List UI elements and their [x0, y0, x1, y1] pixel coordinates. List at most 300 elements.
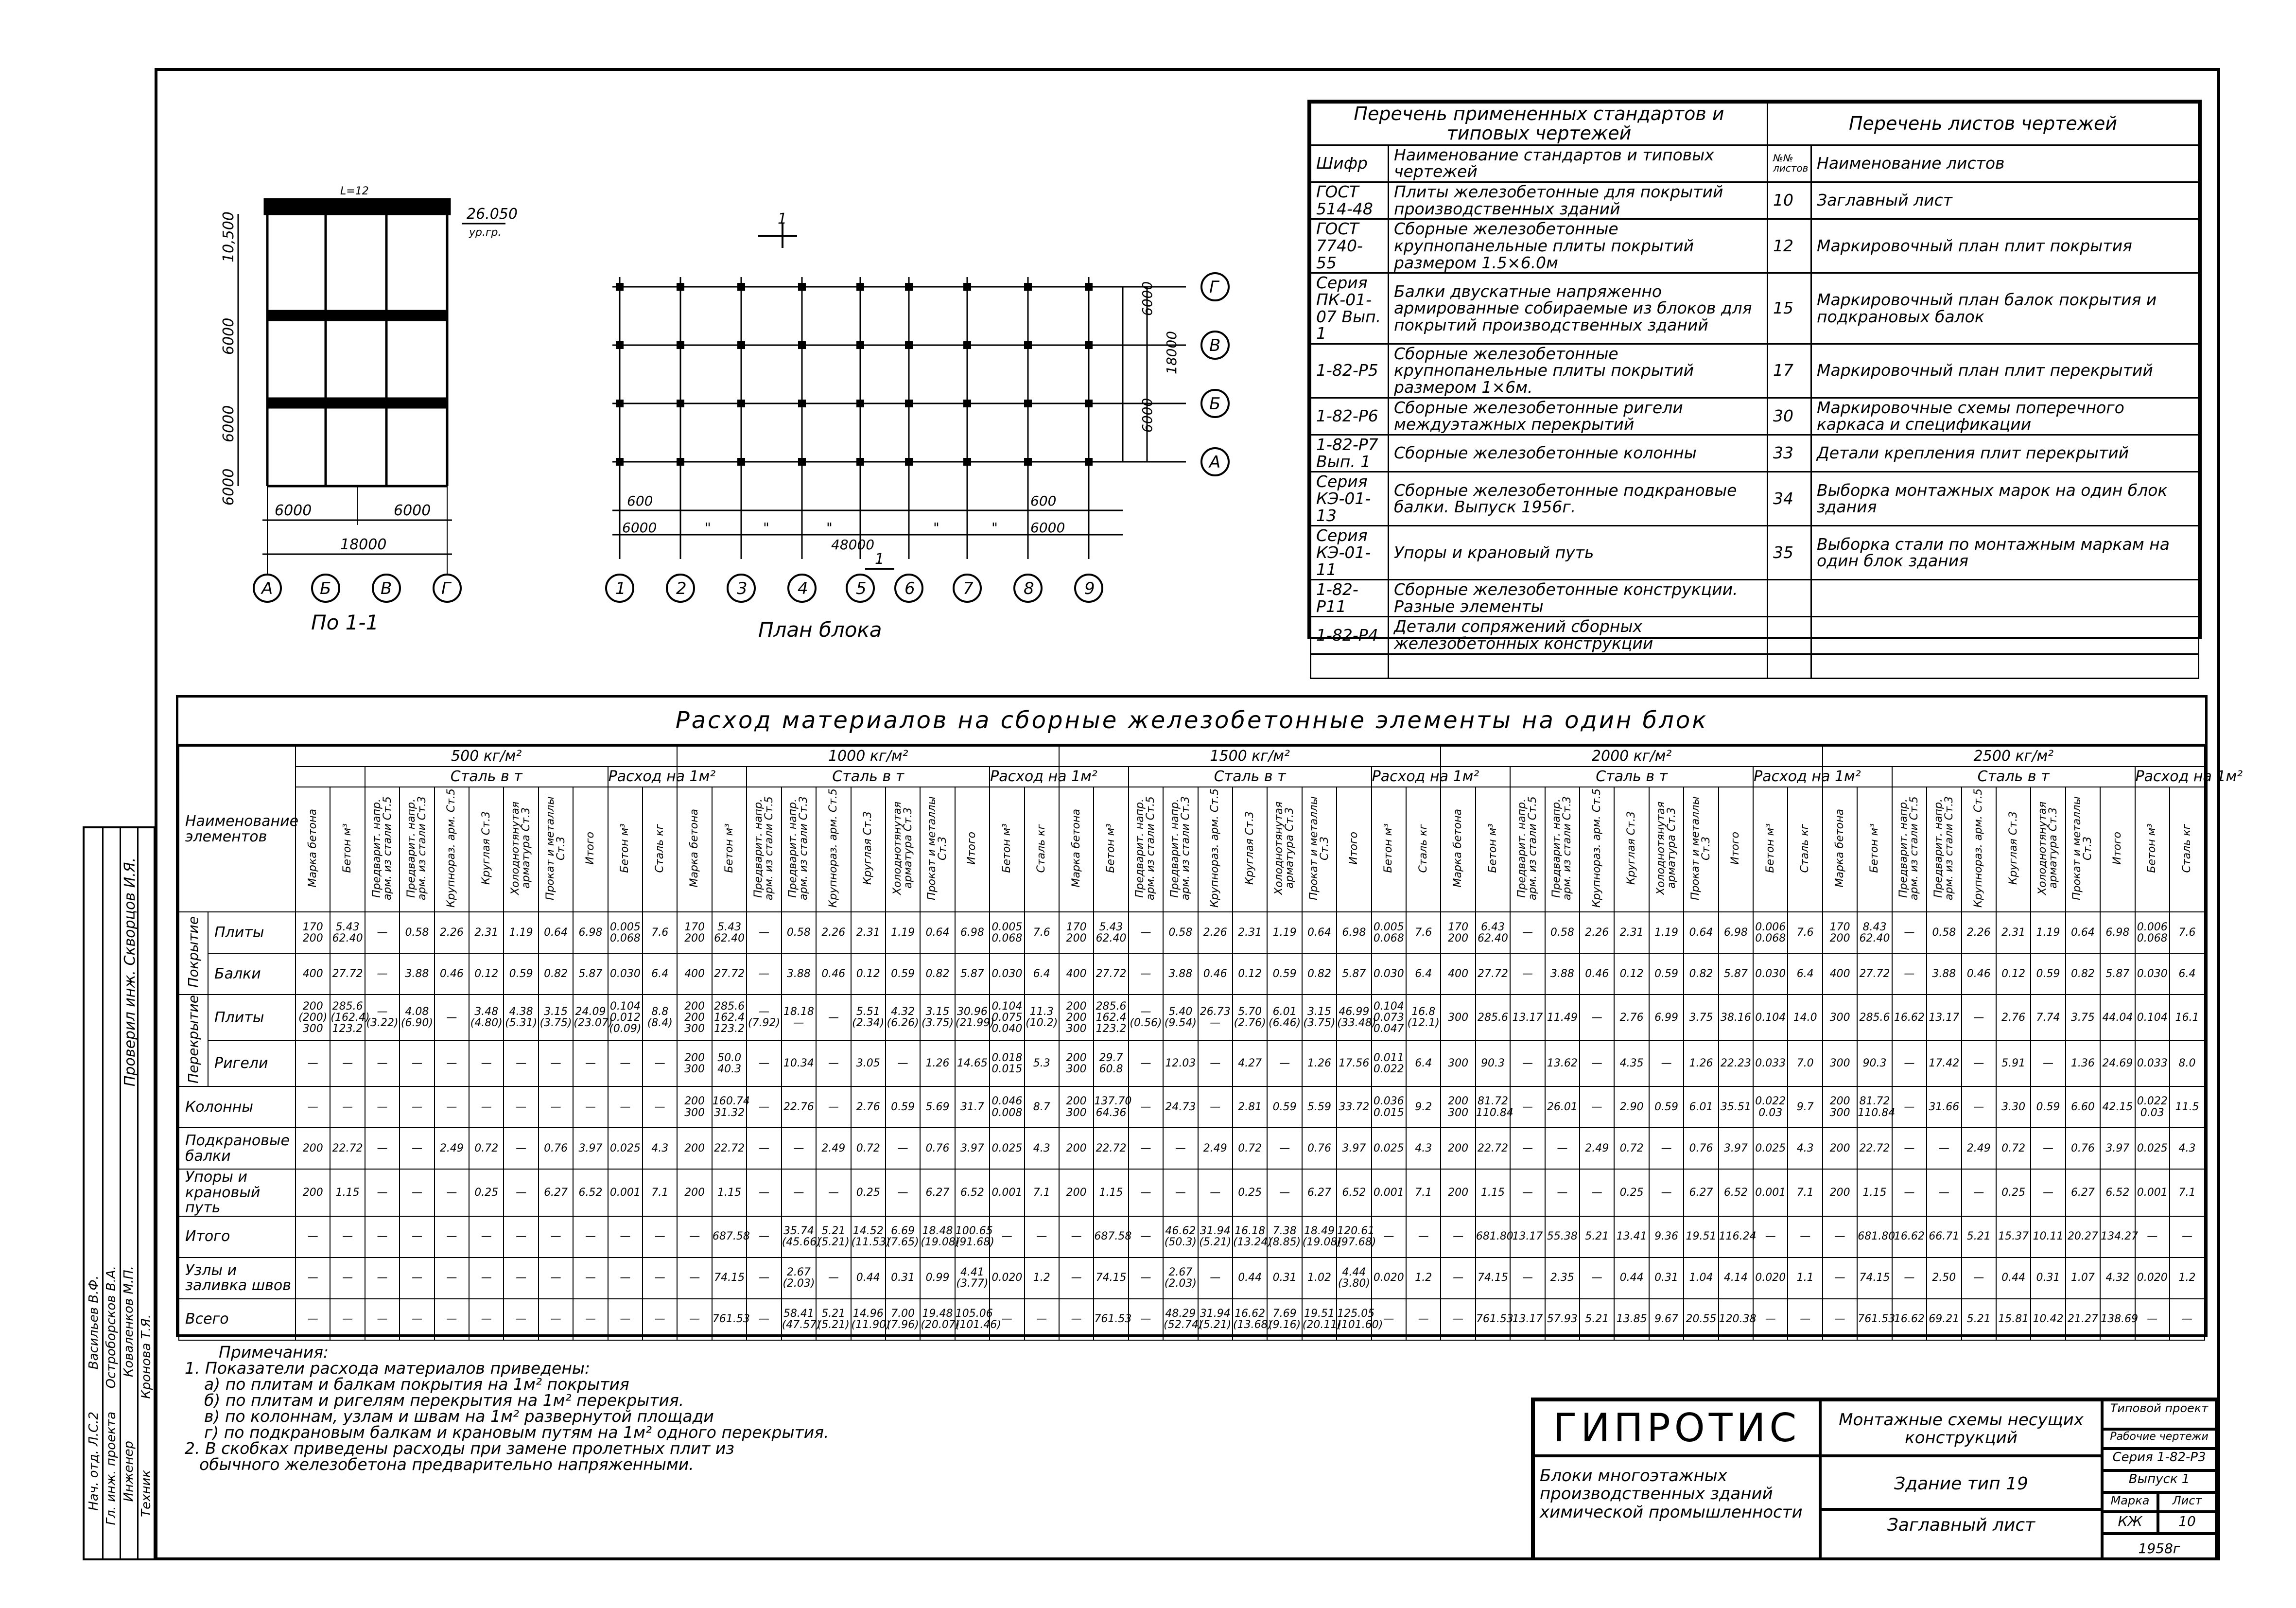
- cell: 19.48 (20.07): [920, 1299, 955, 1340]
- cell: —: [365, 1086, 400, 1128]
- subcol-header: Предварит. напр. арм. из стали Ст.3: [787, 796, 810, 900]
- cell: 2.31: [851, 912, 886, 953]
- cell: 17.42: [1927, 1041, 1961, 1086]
- subcol-header: Сталь кг: [1035, 823, 1048, 873]
- cell: 2.76: [1614, 995, 1649, 1040]
- cell: 55.38: [1545, 1216, 1580, 1258]
- col-axis-4: 4: [798, 579, 808, 598]
- subcol-header: Крупнораз. арм. Ст.5: [445, 788, 458, 908]
- cell: 44.04: [2100, 995, 2135, 1040]
- cell: 81.72 110.84: [1857, 1086, 1892, 1128]
- cell: 0.005 0.068: [608, 912, 643, 953]
- cell: —: [1962, 1041, 1996, 1086]
- cell: —: [1823, 1216, 1857, 1258]
- cell: 11.3 (10.2): [1025, 995, 1059, 1040]
- cell: 200: [677, 1169, 712, 1216]
- cell: 26.73 —: [1198, 995, 1233, 1040]
- cell: 1.2: [1406, 1258, 1441, 1299]
- cell: —: [330, 1041, 365, 1086]
- cell: 0.72: [469, 1128, 504, 1169]
- cell: 5.40 (9.54): [1163, 995, 1198, 1040]
- h-1: 6000: [220, 317, 237, 355]
- name: Кронова Т.Я.: [139, 1314, 154, 1399]
- cell: —: [504, 1258, 538, 1299]
- cell: 5.70 (2.76): [1233, 995, 1267, 1040]
- cell: —: [504, 1216, 538, 1258]
- cell: —: [400, 1299, 434, 1340]
- row-name: Плиты: [208, 995, 296, 1040]
- cell: —: [990, 1299, 1024, 1340]
- cell: 2.81: [1233, 1086, 1267, 1128]
- cell: —: [469, 1258, 504, 1299]
- cell: 3.88: [1927, 953, 1961, 995]
- cell: —: [469, 1041, 504, 1086]
- subcol-header: Круглая Ст.3: [1625, 811, 1638, 885]
- cell: 0.31: [1267, 1258, 1302, 1299]
- cell: 5.21: [1962, 1216, 1996, 1258]
- cell: —: [296, 1258, 330, 1299]
- cell: 27.72: [1476, 953, 1510, 995]
- cell: —: [747, 1169, 781, 1216]
- cell: 1.19: [1649, 912, 1684, 953]
- cell: —: [747, 1041, 781, 1086]
- cell: —: [296, 1299, 330, 1340]
- cell: —: [1163, 1128, 1198, 1169]
- cell: 7.74: [2031, 995, 2065, 1040]
- cell: —: [1892, 912, 1927, 953]
- name: Васильев В.Ф.: [87, 1276, 101, 1370]
- cell: —: [504, 1169, 538, 1216]
- cell: 5.69: [920, 1086, 955, 1128]
- subcol-header: Прокат и металлы Ст.3: [544, 796, 567, 900]
- cell: 90.3: [1476, 1041, 1510, 1086]
- section-drawing: [194, 170, 535, 637]
- ditto-5: ": [991, 520, 998, 536]
- cell: —: [2170, 1299, 2205, 1340]
- note-line: г) по подкрановым балкам и крановым путям на 1м² одного перекрытия.: [204, 1423, 829, 1442]
- cell: —: [747, 1128, 781, 1169]
- cell: —: [1372, 1216, 1406, 1258]
- cell: 0.025: [990, 1128, 1024, 1169]
- cell: 0.44: [1614, 1258, 1649, 1299]
- std-name: Сборные железобетонные подкрановые балки. Выпуск 1956г.: [1389, 472, 1768, 526]
- cell: —: [1198, 1169, 1233, 1216]
- cell: 0.030: [1753, 953, 1788, 995]
- cell: 120.61 (97.68): [1337, 1216, 1371, 1258]
- cell: 4.27: [1233, 1041, 1267, 1086]
- issue: Выпуск 1: [2102, 1470, 2216, 1492]
- cell: —: [1927, 1169, 1961, 1216]
- cell: 69.21: [1927, 1299, 1961, 1340]
- subcol-header: Холоднотянутая арматура Ст.3: [1654, 801, 1678, 895]
- rate-header: Расход на 1м²: [1372, 767, 1441, 787]
- cell: 13.41: [1614, 1216, 1649, 1258]
- cell: 2.49: [1962, 1128, 1996, 1169]
- project-name: Блоки многоэтажных производственных зданий химической промышленности: [1533, 1456, 1820, 1560]
- name: Остроборсков В.А.: [104, 1266, 119, 1389]
- cell: —: [1892, 953, 1927, 995]
- cell: 1.07: [2066, 1258, 2100, 1299]
- cell: 138.69: [2100, 1299, 2135, 1340]
- cell: 0.104: [2135, 995, 2170, 1040]
- row-axis-A: А: [1209, 453, 1221, 472]
- cell: 4.38 (5.31): [504, 995, 538, 1040]
- plan-drawing: [583, 209, 1254, 647]
- cell: —: [296, 1216, 330, 1258]
- cell: 7.1: [1406, 1169, 1441, 1216]
- cell: 200 200 300: [1059, 995, 1094, 1040]
- materials-table: [176, 695, 2243, 1337]
- cell: 0.58: [1927, 912, 1961, 953]
- cell: 15.37: [1996, 1216, 2031, 1258]
- load-header: 1000 кг/м²: [677, 746, 1059, 767]
- cell: 0.025: [1372, 1128, 1406, 1169]
- subcol-header: Предварит. напр. арм. из стали Ст.3: [1932, 796, 1955, 900]
- cell: 24.09 (23.07): [573, 995, 608, 1040]
- cell: 0.99: [920, 1258, 955, 1299]
- role: Техник: [139, 1470, 154, 1517]
- cell: 3.97: [1719, 1128, 1753, 1169]
- cell: —: [573, 1258, 608, 1299]
- cell: —: [469, 1299, 504, 1340]
- subcol-header: Итого: [584, 832, 596, 865]
- std-code: 1-82-Р7 Вып. 1: [1311, 435, 1389, 472]
- cell: —: [1649, 1169, 1684, 1216]
- subcol-header: Марка бетона: [1452, 809, 1464, 888]
- cell: —: [2031, 1041, 2065, 1086]
- cell: 5.87: [1719, 953, 1753, 995]
- cell: 0.25: [1614, 1169, 1649, 1216]
- cell: 6.99: [1649, 995, 1684, 1040]
- cell: —: [1510, 1258, 1545, 1299]
- cell: 81.72 110.84: [1476, 1086, 1510, 1128]
- cell: 761.53: [712, 1299, 747, 1340]
- cell: 6.4: [1025, 953, 1059, 995]
- cell: 0.001: [608, 1169, 643, 1216]
- cell: 42.15: [2100, 1086, 2135, 1128]
- table-row: [179, 1169, 2205, 1216]
- load-header: 2500 кг/м²: [1823, 746, 2205, 767]
- cell: 0.12: [469, 953, 504, 995]
- cell: —: [886, 1128, 920, 1169]
- cell: 16.1: [2170, 995, 2205, 1040]
- table-row: [179, 912, 2205, 953]
- cell: —: [400, 1041, 434, 1086]
- cell: 9.7: [1788, 1086, 1822, 1128]
- cell: 13.17: [1510, 1216, 1545, 1258]
- subcol-header: Бетон м³: [1486, 823, 1499, 873]
- cell: 0.31: [886, 1258, 920, 1299]
- cell: —: [608, 1086, 643, 1128]
- ditto-3: ": [826, 520, 833, 536]
- cell: 5.21: [1962, 1299, 1996, 1340]
- subcol-header: Итого: [1729, 832, 1742, 865]
- cell: 31.66: [1927, 1086, 1961, 1128]
- cell: 5.21: [1580, 1299, 1614, 1340]
- cell: 6.52: [1719, 1169, 1753, 1216]
- cell: 13.17: [1927, 995, 1961, 1040]
- cell: —: [435, 1216, 469, 1258]
- cell: —: [816, 1041, 851, 1086]
- cell: 0.76: [1302, 1128, 1337, 1169]
- cell: 22.72: [712, 1128, 747, 1169]
- cell: 6.4: [1406, 1041, 1441, 1086]
- cell: 35.51: [1719, 1086, 1753, 1128]
- cell: —: [2031, 1128, 2065, 1169]
- cell: 0.25: [1996, 1169, 2031, 1216]
- cell: —: [1580, 1169, 1614, 1216]
- std-code: 1-82-Р5: [1311, 344, 1389, 398]
- cell: 27.72: [1857, 953, 1892, 995]
- cell: 0.12: [1233, 953, 1267, 995]
- cell: 11.49: [1545, 995, 1580, 1040]
- h-2: 6000: [220, 405, 237, 442]
- cell: 0.64: [2066, 912, 2100, 953]
- cell: —: [1059, 1258, 1094, 1299]
- cell: —: [1892, 1258, 1927, 1299]
- cell: 27.72: [1094, 953, 1128, 995]
- subcol-header: Крупнораз. арм. Ст.5: [827, 788, 839, 908]
- subcol-header: Холоднотянутая арматура Ст.3: [509, 801, 533, 895]
- cell: 0.59: [504, 953, 538, 995]
- cell: 200 (200) 300: [296, 995, 330, 1040]
- cell: 0.31: [2031, 1258, 2065, 1299]
- cell: 1.2: [1025, 1258, 1059, 1299]
- cell: —: [816, 1258, 851, 1299]
- cell: —: [1129, 1041, 1163, 1086]
- cell: —: [1892, 1128, 1927, 1169]
- sheet-number: 10: [2158, 1512, 2216, 1534]
- cell: 9.2: [1406, 1086, 1441, 1128]
- cell: 0.001: [1753, 1169, 1788, 1216]
- cell: 4.32 (6.26): [886, 995, 920, 1040]
- cell: 6.98: [1719, 912, 1753, 953]
- cell: 1.1: [1788, 1258, 1822, 1299]
- table-row: [179, 1128, 2205, 1169]
- cell: 6.4: [1788, 953, 1822, 995]
- subcol-header: Холоднотянутая арматура Ст.3: [2036, 801, 2060, 895]
- cell: —: [296, 1041, 330, 1086]
- cell: 7.6: [2170, 912, 2205, 953]
- cell: 0.033: [1753, 1041, 1788, 1086]
- cell: 285.6: [1857, 995, 1892, 1040]
- cell: 6.98: [2100, 912, 2135, 953]
- group-label: Перекрытие: [185, 995, 202, 1084]
- steel-header: Сталь в т: [1510, 767, 1753, 787]
- note-line: обычного железобетона предварительно напряженными.: [199, 1455, 694, 1474]
- cell: 0.033: [2135, 1041, 2170, 1086]
- cell: —: [539, 1041, 573, 1086]
- cell: —: [1129, 912, 1163, 953]
- cell: 3.75: [1684, 995, 1718, 1040]
- row-header: Наименование элементов: [179, 746, 296, 912]
- cell: 0.58: [1545, 912, 1580, 953]
- cell: —: [1545, 1128, 1580, 1169]
- cell: 31.94 (5.21): [1198, 1299, 1233, 1340]
- subcol-header: Предварит. напр. арм. из стали Ст.3: [1550, 796, 1574, 900]
- cell: 5.51 (2.34): [851, 995, 886, 1040]
- cell: 7.6: [643, 912, 677, 953]
- cell: 120.38: [1719, 1299, 1753, 1340]
- cell: 19.51: [1684, 1216, 1718, 1258]
- subcol-header: Круглая Ст.3: [862, 811, 874, 885]
- subcol-header: Бетон м³: [1000, 823, 1013, 873]
- cell: —: [1823, 1299, 1857, 1340]
- cell: 58.41 (47.57): [782, 1299, 816, 1340]
- cell: 2.90: [1614, 1086, 1649, 1128]
- subcol-header: Бетон м³: [1105, 823, 1117, 873]
- cell: 160.74 31.32: [712, 1086, 747, 1128]
- sheet-name: Маркировочные схемы поперечного каркаса и спецификации: [1811, 398, 2199, 435]
- col-axis-3: 3: [737, 579, 748, 598]
- steel-header: Сталь в т: [1892, 767, 2135, 787]
- cell: 4.3: [643, 1128, 677, 1169]
- cell: 0.64: [539, 912, 573, 953]
- cell: 0.82: [1684, 953, 1718, 995]
- cell: 22.76: [782, 1086, 816, 1128]
- cell: —: [365, 912, 400, 953]
- subcol-header: Итого: [966, 832, 978, 865]
- cell: —: [1962, 1258, 1996, 1299]
- cell: —: [573, 1041, 608, 1086]
- cell: 1.2: [2170, 1258, 2205, 1299]
- cell: 11.5: [2170, 1086, 2205, 1128]
- cell: —: [1198, 1086, 1233, 1128]
- cell: 7.6: [1788, 912, 1822, 953]
- plan-total: 48000: [831, 537, 875, 553]
- row-name: Всего: [179, 1299, 296, 1340]
- cell: —: [365, 1128, 400, 1169]
- std-code: Серия КЭ-01-11: [1311, 526, 1389, 580]
- col-std-name: Наименование стандартов и типовых чертежей: [1389, 145, 1768, 182]
- cell: 1.04: [1684, 1258, 1718, 1299]
- cell: 0.59: [886, 1086, 920, 1128]
- cell: 4.3: [1025, 1128, 1059, 1169]
- std-name: Упоры и крановый путь: [1389, 526, 1768, 580]
- cell: 0.76: [920, 1128, 955, 1169]
- subcol-header: Предварит. напр. арм. из стали Ст.5: [1134, 796, 1157, 900]
- cell: 6.27: [920, 1169, 955, 1216]
- cell: 0.64: [1684, 912, 1718, 953]
- cell: 35.74 (45.66): [782, 1216, 816, 1258]
- cell: —: [400, 1216, 434, 1258]
- cell: 7.1: [1025, 1169, 1059, 1216]
- cell: 24.73: [1163, 1086, 1198, 1128]
- year: 1958г: [2102, 1534, 2216, 1560]
- subcol-header: Марка бетона: [688, 809, 701, 888]
- cell: 200: [1823, 1169, 1857, 1216]
- cell: —: [1267, 1128, 1302, 1169]
- subcol-header: Предварит. напр. арм. из стали Ст.5: [752, 796, 775, 900]
- subcol-header: Марка бетона: [1833, 809, 1846, 888]
- row-name: Балки: [208, 953, 296, 995]
- cell: —: [435, 1258, 469, 1299]
- sheet-no: 33: [1768, 435, 1811, 472]
- cell: 5.91: [1996, 1041, 2031, 1086]
- cell: 0.104 0.075 0.040: [990, 995, 1024, 1040]
- cell: 0.011 0.022: [1372, 1041, 1406, 1086]
- cell: 31.94 (5.21): [1198, 1216, 1233, 1258]
- cell: 5.21 (5.21): [816, 1299, 851, 1340]
- cell: 3.97: [2100, 1128, 2135, 1169]
- cell: 0.001: [2135, 1169, 2170, 1216]
- subcol-header: Предварит. напр. арм. из стали Ст.3: [405, 796, 428, 900]
- cell: —: [504, 1299, 538, 1340]
- subcol-header: Предварит. напр. арм. из стали Ст.5: [370, 796, 394, 900]
- cell: —: [1441, 1258, 1475, 1299]
- axis-A: А: [261, 579, 273, 598]
- cell: 100.65 (91.68): [955, 1216, 990, 1258]
- cell: 0.46: [435, 953, 469, 995]
- subcol-header: Прокат и металлы Ст.3: [1307, 796, 1331, 900]
- cell: —: [1129, 1086, 1163, 1128]
- cell: 7.1: [1788, 1169, 1822, 1216]
- cell: 2.26: [435, 912, 469, 953]
- cell: 1.15: [1476, 1169, 1510, 1216]
- subcol-header: Круглая Ст.3: [1243, 811, 1256, 885]
- col-sheet-name: Наименование листов: [1811, 145, 2199, 182]
- cell: —: [1545, 1169, 1580, 1216]
- cell: 12.03: [1163, 1041, 1198, 1086]
- subcol-header: Сталь кг: [653, 823, 666, 873]
- cell: —: [1962, 1086, 1996, 1128]
- sheet-name: Выборка стали по монтажным маркам на один блок здания: [1811, 526, 2199, 580]
- cell: 2.49: [1198, 1128, 1233, 1169]
- cell: 13.85: [1614, 1299, 1649, 1340]
- cell: 0.59: [1267, 953, 1302, 995]
- cell: 134.27: [2100, 1216, 2135, 1258]
- cell: —: [573, 1086, 608, 1128]
- cell: 0.58: [400, 912, 434, 953]
- cell: —: [643, 1216, 677, 1258]
- cell: —: [677, 1258, 712, 1299]
- cell: 400: [1059, 953, 1094, 995]
- sheet-no: 30: [1768, 398, 1811, 435]
- std-name: Балки двускатные напряженно армированные собираемые из блоков для покрытий производственных зданий: [1389, 273, 1768, 344]
- cell: 285.6 (162.4) 123.2: [330, 995, 365, 1040]
- cell: 74.15: [1094, 1258, 1128, 1299]
- cell: —: [747, 1086, 781, 1128]
- side-stamp: [83, 826, 156, 1560]
- cell: 16.62: [1892, 1299, 1927, 1340]
- dim-right-total: 18000: [1164, 331, 1180, 374]
- cell: —: [539, 1086, 573, 1128]
- cell: 200: [1441, 1128, 1475, 1169]
- col-axis-9: 9: [1084, 579, 1095, 598]
- cell: —: [1198, 1258, 1233, 1299]
- sheet-name: Маркировочный план плит перекрытий: [1811, 344, 2199, 398]
- role: Нач. отд. Л.С.2: [87, 1412, 101, 1511]
- cell: —: [1441, 1216, 1475, 1258]
- table-row: [179, 1216, 2205, 1258]
- cell: —: [816, 1169, 851, 1216]
- cell: 33.72: [1337, 1086, 1371, 1128]
- cell: 6.52: [2100, 1169, 2135, 1216]
- cell: —: [643, 1299, 677, 1340]
- cell: 4.44 (3.80): [1337, 1258, 1371, 1299]
- cell: 57.93: [1545, 1299, 1580, 1340]
- sheet-label: Лист: [2158, 1492, 2216, 1512]
- std-code: 1-82-Р6: [1311, 398, 1389, 435]
- cell: 0.104 0.073 0.047: [1372, 995, 1406, 1040]
- cell: 3.48 (4.80): [469, 995, 504, 1040]
- check-title: Проверил инж. Скворцов И.Я.: [122, 857, 139, 1087]
- cell: —: [643, 1086, 677, 1128]
- cell: 0.020: [990, 1258, 1024, 1299]
- cell: 2.31: [1614, 912, 1649, 953]
- cell: 6.01 (6.46): [1267, 995, 1302, 1040]
- cell: —: [1129, 1128, 1163, 1169]
